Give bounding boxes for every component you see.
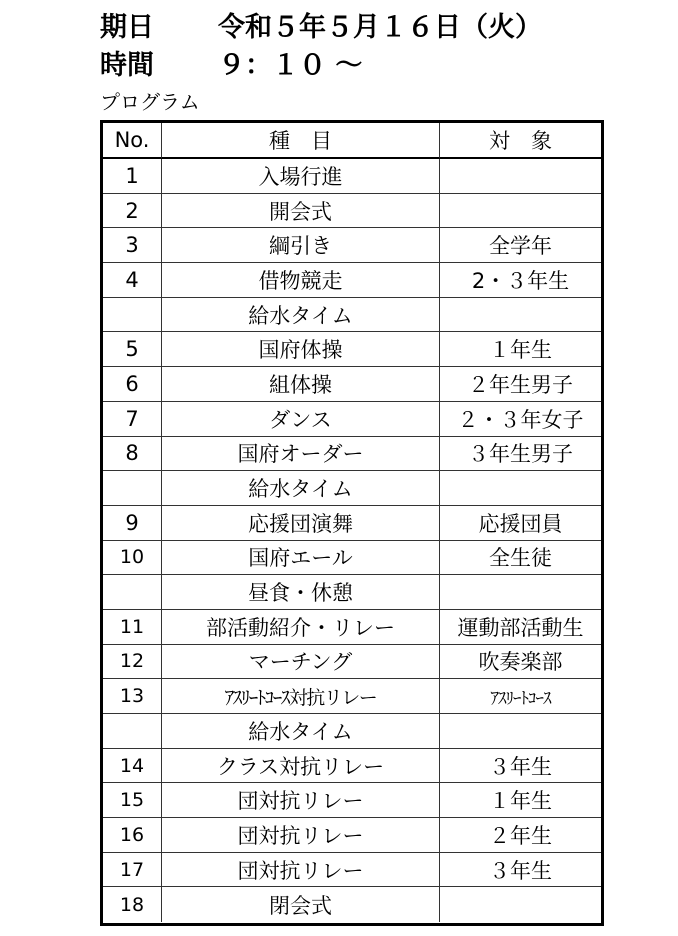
row-number: 15	[103, 783, 162, 818]
row-target	[440, 575, 601, 610]
row-number: 2	[103, 194, 162, 229]
row-event: 団対抗リレー	[162, 853, 440, 888]
row-event: 国府エール	[162, 541, 440, 576]
row-number: 6	[103, 367, 162, 402]
row-event: 団対抗リレー	[162, 783, 440, 818]
column-header-target: 対 象	[440, 123, 601, 159]
row-event: 国府オーダー	[162, 437, 440, 472]
row-number	[103, 714, 162, 749]
row-target: ３年生男子	[440, 437, 601, 472]
row-event: 給水タイム	[162, 298, 440, 333]
row-event: 応援団演舞	[162, 506, 440, 541]
program-label: プログラム	[100, 90, 200, 114]
schedule-table	[100, 120, 604, 926]
row-target: ３年生	[440, 749, 601, 784]
row-number	[103, 575, 162, 610]
date-line	[100, 12, 542, 44]
row-number: 13	[103, 679, 162, 714]
row-event: ｱｽﾘｰﾄｺｰｽ対抗リレー	[162, 679, 440, 714]
row-number	[103, 471, 162, 506]
row-number: 10	[103, 541, 162, 576]
row-number: 17	[103, 853, 162, 888]
date-value: 令和５年５月１６日（火）	[218, 12, 542, 43]
row-target: 応援団員	[440, 506, 601, 541]
row-target: ｱｽﾘｰﾄｺｰｽ	[440, 679, 601, 714]
row-number: 7	[103, 402, 162, 437]
row-target: 運動部活動生	[440, 610, 601, 645]
row-event: 昼食・休憩	[162, 575, 440, 610]
row-number: 5	[103, 332, 162, 367]
column-header-no: No.	[103, 123, 162, 159]
row-number: 16	[103, 818, 162, 853]
row-number: 3	[103, 228, 162, 263]
row-target: 全学年	[440, 228, 601, 263]
row-event: 国府体操	[162, 332, 440, 367]
row-event: マーチング	[162, 645, 440, 680]
time-value: ９：１０ ～	[218, 50, 363, 81]
row-number: 8	[103, 437, 162, 472]
time-line	[100, 50, 362, 82]
row-number: 12	[103, 645, 162, 680]
row-event: ダンス	[162, 402, 440, 437]
row-target: １年生	[440, 783, 601, 818]
row-event: 借物競走	[162, 263, 440, 298]
row-target: 全生徒	[440, 541, 601, 576]
date-label: 期日	[100, 12, 154, 43]
row-event: 綱引き	[162, 228, 440, 263]
row-target	[440, 194, 601, 229]
row-target: 2・３年生	[440, 263, 601, 298]
row-target	[440, 471, 601, 506]
row-target: ２・３年女子	[440, 402, 601, 437]
row-target	[440, 159, 601, 194]
row-number	[103, 298, 162, 333]
row-number: 11	[103, 610, 162, 645]
row-target: ３年生	[440, 853, 601, 888]
row-target	[440, 298, 601, 333]
row-event: 給水タイム	[162, 471, 440, 506]
row-event: 給水タイム	[162, 714, 440, 749]
row-target	[440, 714, 601, 749]
row-number: 1	[103, 159, 162, 194]
row-target: １年生	[440, 332, 601, 367]
row-event: 団対抗リレー	[162, 818, 440, 853]
row-event: クラス対抗リレー	[162, 749, 440, 784]
row-number: 9	[103, 506, 162, 541]
row-event: 部活動紹介・リレー	[162, 610, 440, 645]
row-target	[440, 887, 601, 922]
column-header-event: 種 目	[162, 123, 440, 159]
row-event: 開会式	[162, 194, 440, 229]
row-event: 閉会式	[162, 887, 440, 922]
row-target: ２年生	[440, 818, 601, 853]
row-event: 組体操	[162, 367, 440, 402]
row-number: 18	[103, 887, 162, 922]
row-target: ２年生男子	[440, 367, 601, 402]
time-label: 時間	[100, 50, 154, 81]
row-number: 14	[103, 749, 162, 784]
row-event: 入場行進	[162, 159, 440, 194]
row-number: 4	[103, 263, 162, 298]
row-target: 吹奏楽部	[440, 645, 601, 680]
